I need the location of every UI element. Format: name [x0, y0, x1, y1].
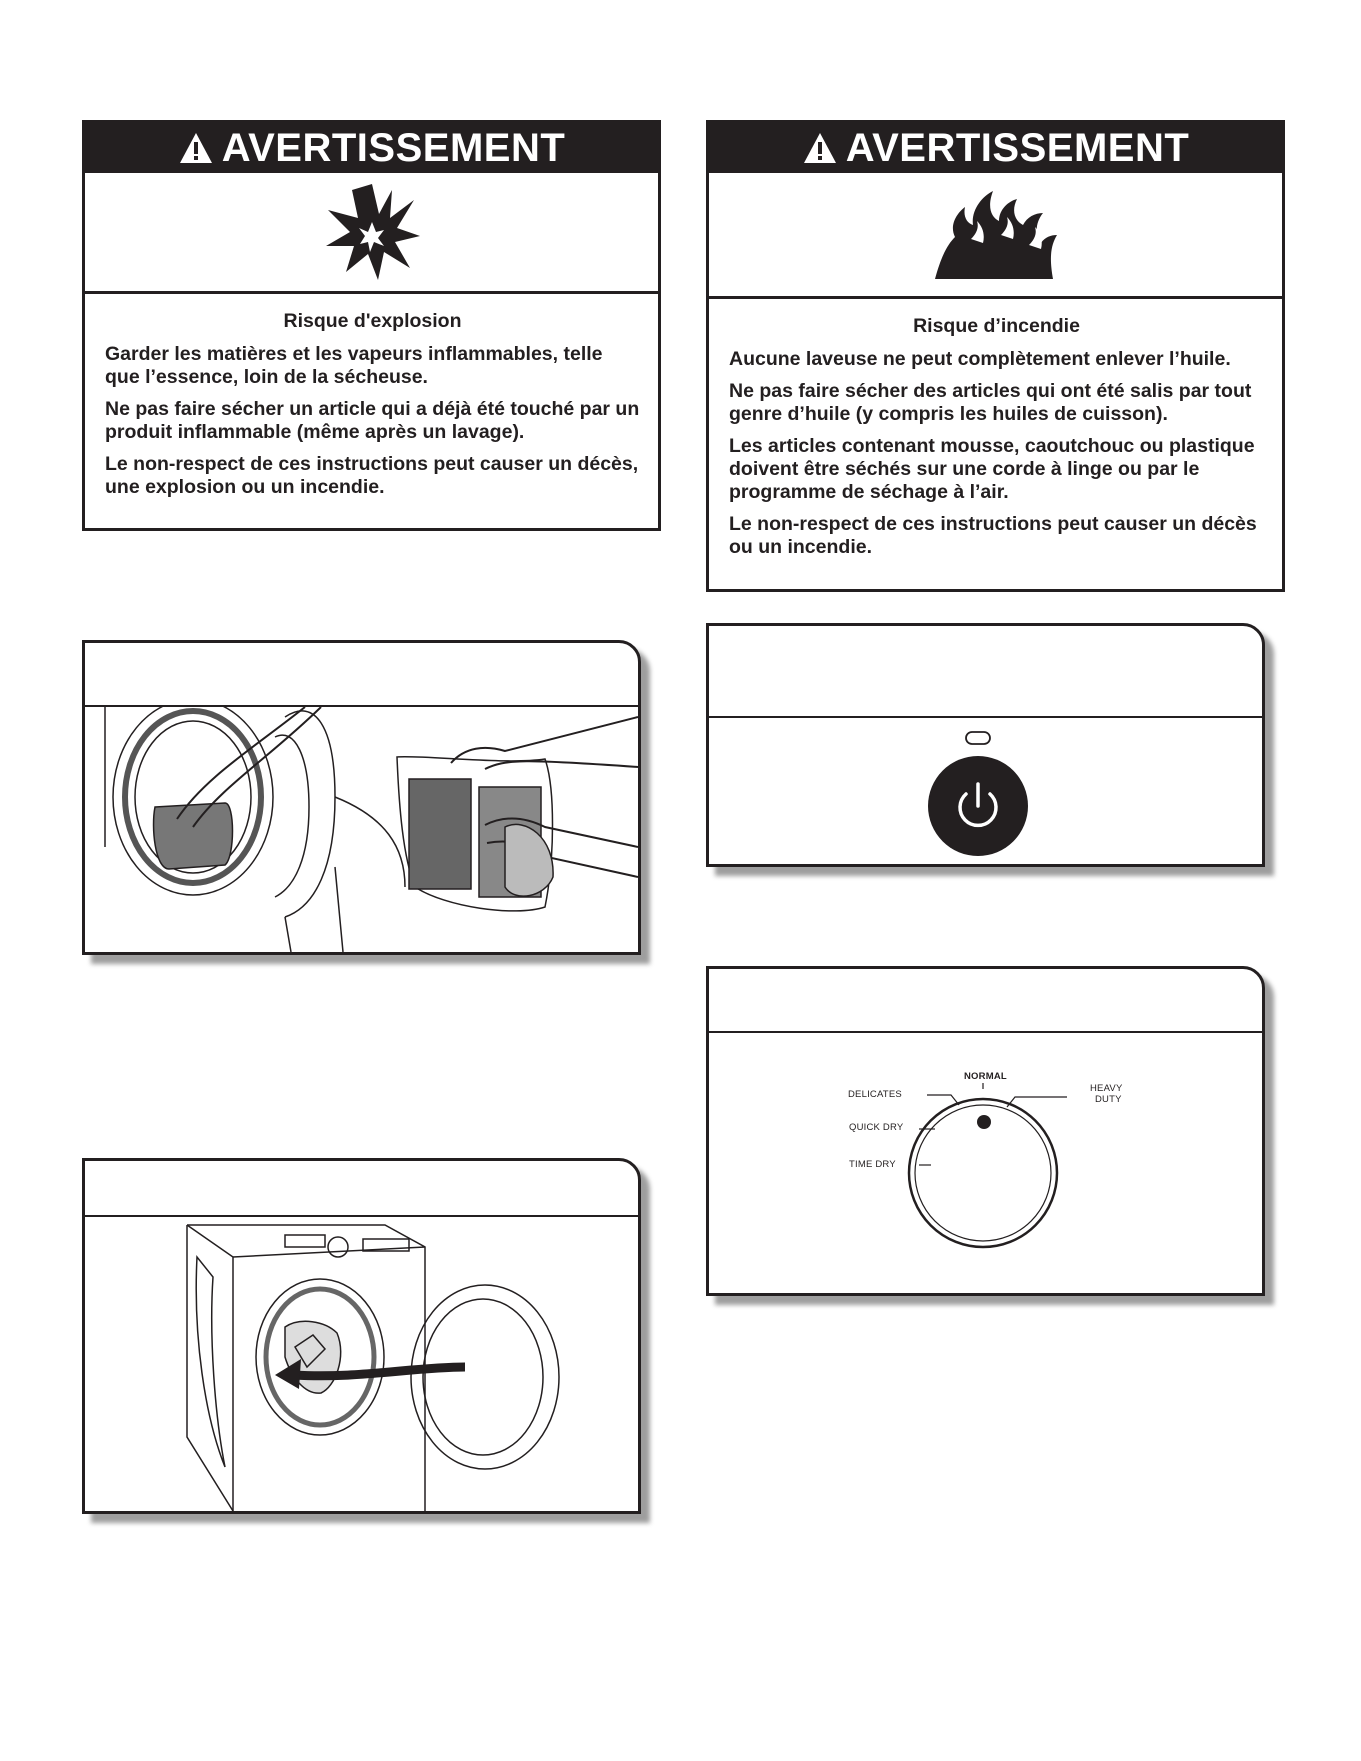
power-button-icon[interactable] — [709, 718, 1262, 864]
cycle-label-heavy[interactable]: HEAVY — [1090, 1083, 1123, 1094]
dryer-loading-illustration — [85, 1217, 638, 1511]
warning-paragraph: Le non-respect de ces instructions peut causer un décès, une explosion ou un incendie. — [105, 453, 639, 498]
lint-screen-panel — [82, 640, 641, 955]
explosion-symbol-area — [85, 173, 658, 294]
panel-header — [85, 643, 638, 707]
fire-symbol-area — [709, 173, 1282, 299]
warning-paragraph: Les articles contenant mousse, caoutchouc ou plastique doivent être séchés sur une corde à linge ou par le programme de séchage à l’air. — [729, 435, 1255, 503]
panel-header — [709, 969, 1262, 1033]
load-dryer-panel — [82, 1158, 641, 1514]
warning-header-text: AVERTISSEMENT — [221, 125, 566, 170]
panel-header — [709, 626, 1262, 718]
lint-screen-cleaning-drawing — [85, 707, 638, 952]
panel-header — [85, 1161, 638, 1217]
warning-triangle-icon — [178, 131, 214, 165]
lint-screen-illustration — [85, 707, 638, 952]
power-illustration — [709, 718, 1262, 864]
cycle-knob-illustration — [709, 1033, 1262, 1293]
fire-icon — [931, 187, 1061, 283]
risk-title: Risque d'explosion — [283, 310, 462, 332]
cycle-label-delicates[interactable]: DELICATES — [848, 1089, 902, 1100]
explosion-warning-box — [82, 120, 661, 531]
warning-header-text: AVERTISSEMENT — [845, 125, 1190, 170]
cycle-selection-panel — [706, 966, 1265, 1296]
warning-triangle-icon — [802, 131, 838, 165]
cycle-label-quick-dry[interactable]: QUICK DRY — [849, 1122, 904, 1133]
cycle-label-time-dry[interactable]: TIME DRY — [849, 1159, 896, 1170]
warning-paragraph: Ne pas faire sécher un article qui a déjà été touché par un produit inflammable (même après un lavage). — [105, 398, 640, 443]
dryer-loading-drawing — [85, 1217, 638, 1511]
warning-paragraph: Le non-respect de ces instructions peut causer un décès ou un incendie. — [729, 513, 1257, 558]
risk-title: Risque d’incendie — [913, 315, 1080, 337]
warning-header — [709, 123, 1282, 173]
warning-paragraph: Ne pas faire sécher des articles qui ont été salis par tout genre d’huile (y compris les huiles de cuisson). — [729, 380, 1252, 425]
fire-warning-box — [706, 120, 1285, 592]
warning-paragraph: Garder les matières et les vapeurs inflammables, telle que l’essence, loin de la sécheuse. — [105, 343, 603, 388]
warning-header — [85, 123, 658, 173]
power-panel — [706, 623, 1265, 867]
explosion-icon — [322, 182, 422, 282]
cycle-label-duty[interactable]: DUTY — [1095, 1094, 1122, 1105]
cycle-label-normal[interactable]: NORMAL — [964, 1071, 1007, 1082]
warning-paragraph: Aucune laveuse ne peut complètement enlever l’huile. — [729, 348, 1231, 370]
